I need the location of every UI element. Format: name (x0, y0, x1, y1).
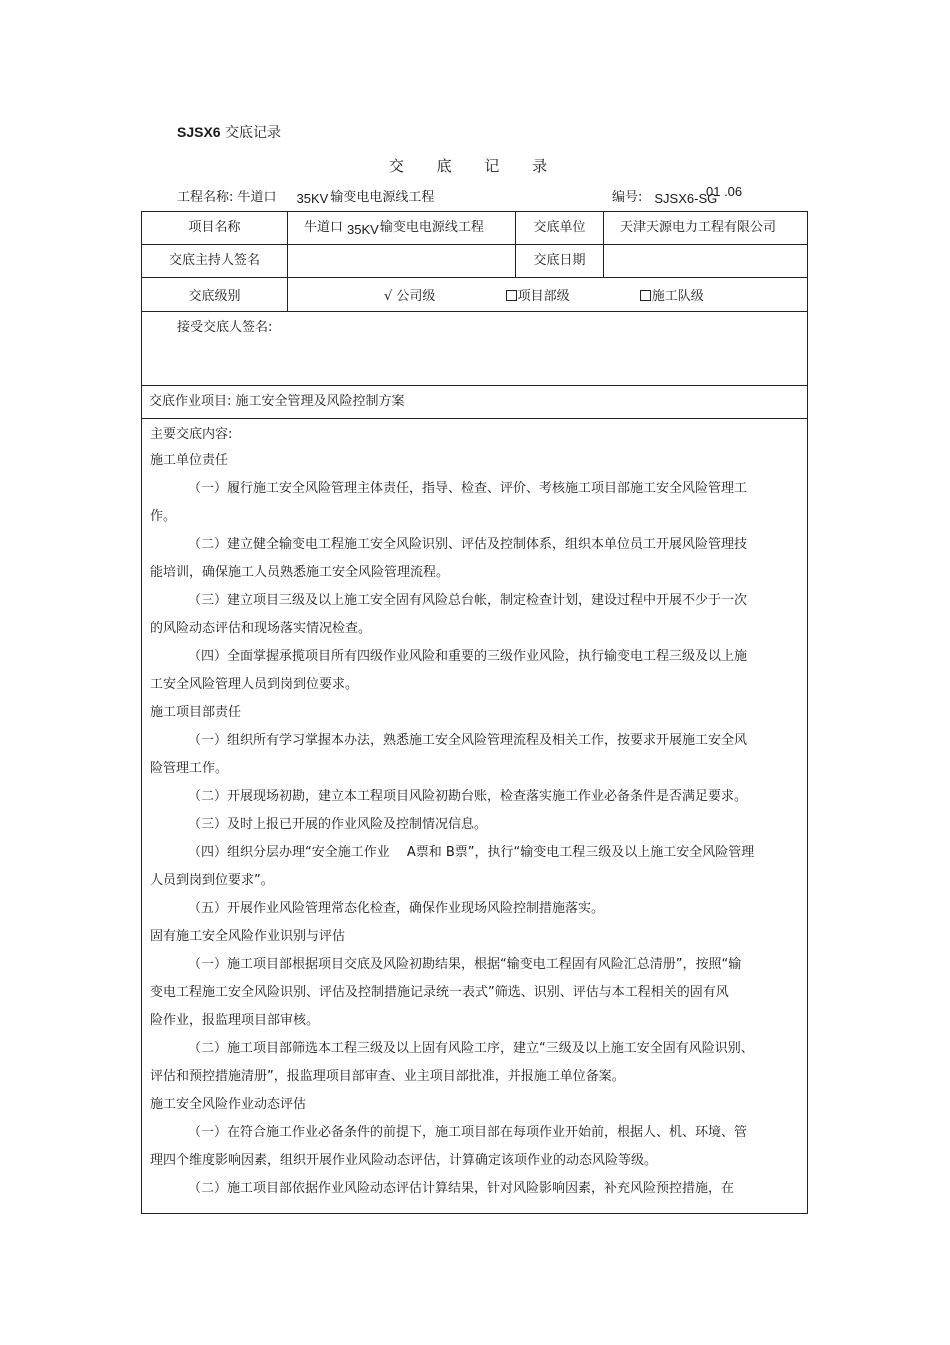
table-row (142, 212, 808, 245)
content-paragraph: （二）施工项目部筛选本工程三级及以上固有风险工序，建立“三级及以上施工安全固有风险识别、 (188, 1041, 754, 1056)
level-option-company[interactable]: √ 公司级 (384, 289, 436, 304)
table-row (142, 419, 808, 1214)
project-name-suffix: 输变电电源线工程 (330, 190, 435, 205)
serial-label: 编号: (612, 190, 643, 205)
content-paragraph: （一）履行施工安全风险管理主体责任，指导、检查、评价、考核施工项目部施工安全风险管理工 (188, 481, 748, 496)
content-paragraph: （二）开展现场初勘，建立本工程项目风险初勘台账，检查落实施工作业必备条件是否满足要求。 (188, 789, 748, 804)
work-item-label: 交底作业项目: (149, 394, 232, 409)
content-paragraph: 能培训，确保施工人员熟悉施工安全风险管理流程。 (150, 565, 450, 580)
section-heading: 施工单位责任 (150, 453, 229, 468)
level-label: 交底级别 (188, 289, 241, 304)
content-paragraph: （二）建立健全输变电工程施工安全风险识别、评估及控制体系，组织本单位员工开展风险管理技 (188, 537, 748, 552)
content-paragraph: （五）开展作业风险管理常态化检查，确保作业现场风险控制措施落实。 (188, 901, 605, 916)
content-paragraph: 变电工程施工安全风险识别、评估及控制措施记录统一表式”筛选、识别、评估与本工程相关的固有风 (150, 985, 729, 1000)
level-option-project-dept[interactable]: 项目部级 (506, 285, 570, 304)
receiver-signature-field[interactable] (142, 312, 808, 386)
content-paragraph: 险作业，报监理项目部审核。 (150, 1013, 320, 1028)
document-code (177, 122, 281, 142)
project-name-label: 项目名称 (142, 212, 288, 245)
content-paragraph: 理四个维度影响因素，组织开展作业风险动态评估，计算确定该项作业的动态风险等级。 (150, 1153, 658, 1168)
serial-number (612, 184, 743, 206)
content-label: 主要交底内容: (150, 427, 233, 442)
serial-overlap: 01 .06 (706, 184, 743, 199)
project-name-line (177, 186, 434, 205)
checkbox-icon (640, 290, 651, 301)
host-label: 交底主持人签名 (142, 245, 288, 278)
table-row (142, 312, 808, 386)
content-paragraph: 险管理工作。 (150, 761, 229, 776)
work-item-cell (142, 386, 808, 419)
project-name-value-kv: 35KV (347, 222, 379, 237)
section-heading: 施工项目部责任 (150, 705, 242, 720)
level-option-team[interactable]: 施工队级 (640, 285, 704, 304)
receiver-label: 接受交底人签名: (177, 320, 273, 335)
section-heading: 固有施工安全风险作业识别与评估 (150, 929, 346, 944)
unit-label: 交底单位 (516, 212, 604, 245)
project-label: 工程名称: (177, 190, 234, 205)
content-paragraph: （四）全面掌握承揽项目所有四级作业风险和重要的三级作业风险，执行输变电工程三级及以上施 (188, 649, 748, 664)
serial-value: SJSX6-SG (654, 191, 718, 206)
document-code-suffix: 交底记录 (225, 125, 282, 141)
date-label: 交底日期 (516, 245, 604, 278)
project-name-value-prefix: 牛道口 (304, 220, 344, 235)
unit-value: 天津天源电力工程有限公司 (604, 212, 808, 245)
document-code-id: SJSX6 (177, 124, 221, 140)
project-name-cell (288, 212, 516, 245)
content-paragraph: （三）建立项目三级及以上施工安全固有风险总台帐，制定检查计划，建设过程中开展不少于一次 (188, 593, 748, 608)
content-paragraph: （二）施工项目部依据作业风险动态评估计算结果，针对风险影响因素，补充风险预控措施，在 (188, 1181, 735, 1196)
host-signature-field[interactable] (288, 245, 516, 278)
content-paragraph: （三）及时上报已开展的作业风险及控制情况信息。 (188, 817, 488, 832)
work-item-value: 施工安全管理及风险控制方案 (235, 394, 405, 409)
table-row (142, 386, 808, 419)
page-title: 交 底 记 录 (388, 157, 562, 175)
content-body (150, 447, 801, 1203)
project-name-value-suffix: 输变电电源线工程 (379, 220, 484, 235)
content-paragraph: 作。 (150, 509, 177, 524)
date-field[interactable] (604, 245, 808, 278)
level-options-cell (288, 278, 808, 312)
table-row (142, 278, 808, 312)
content-paragraph: （一）在符合施工作业必备条件的前提下，施工项目部在每项作业开始前，根据人、机、环境、管 (188, 1125, 748, 1140)
level-label-cell (142, 278, 288, 312)
content-paragraph: 评估和预控措施清册”，报监理项目部审查、业主项目部批准，并报施工单位备案。 (150, 1069, 625, 1084)
content-paragraph: （四）组织分层办理“安全施工作业 A票和 B票”，执行“输变电工程三级及以上施工安全风险管理 (188, 845, 755, 860)
main-content-cell (142, 419, 808, 1214)
table-row (142, 245, 808, 278)
content-paragraph: 的风险动态评估和现场落实情况检查。 (150, 621, 372, 636)
project-name-prefix: 牛道口 (237, 190, 277, 205)
content-paragraph: （一）组织所有学习掌握本办法，熟悉施工安全风险管理流程及相关工作，按要求开展施工安全风 (188, 733, 748, 748)
checkbox-icon (506, 290, 517, 301)
content-paragraph: 人员到岗到位要求”。 (150, 873, 274, 888)
project-kv: 35KV (296, 191, 329, 206)
section-heading: 施工安全风险作业动态评估 (150, 1097, 307, 1112)
content-paragraph: 工安全风险管理人员到岗到位要求。 (150, 677, 359, 692)
content-paragraph: （一）施工项目部根据项目交底及风险初勘结果，根据“输变电工程固有风险汇总清册”，按照“输 (188, 957, 742, 972)
handover-record-table (141, 211, 808, 1214)
